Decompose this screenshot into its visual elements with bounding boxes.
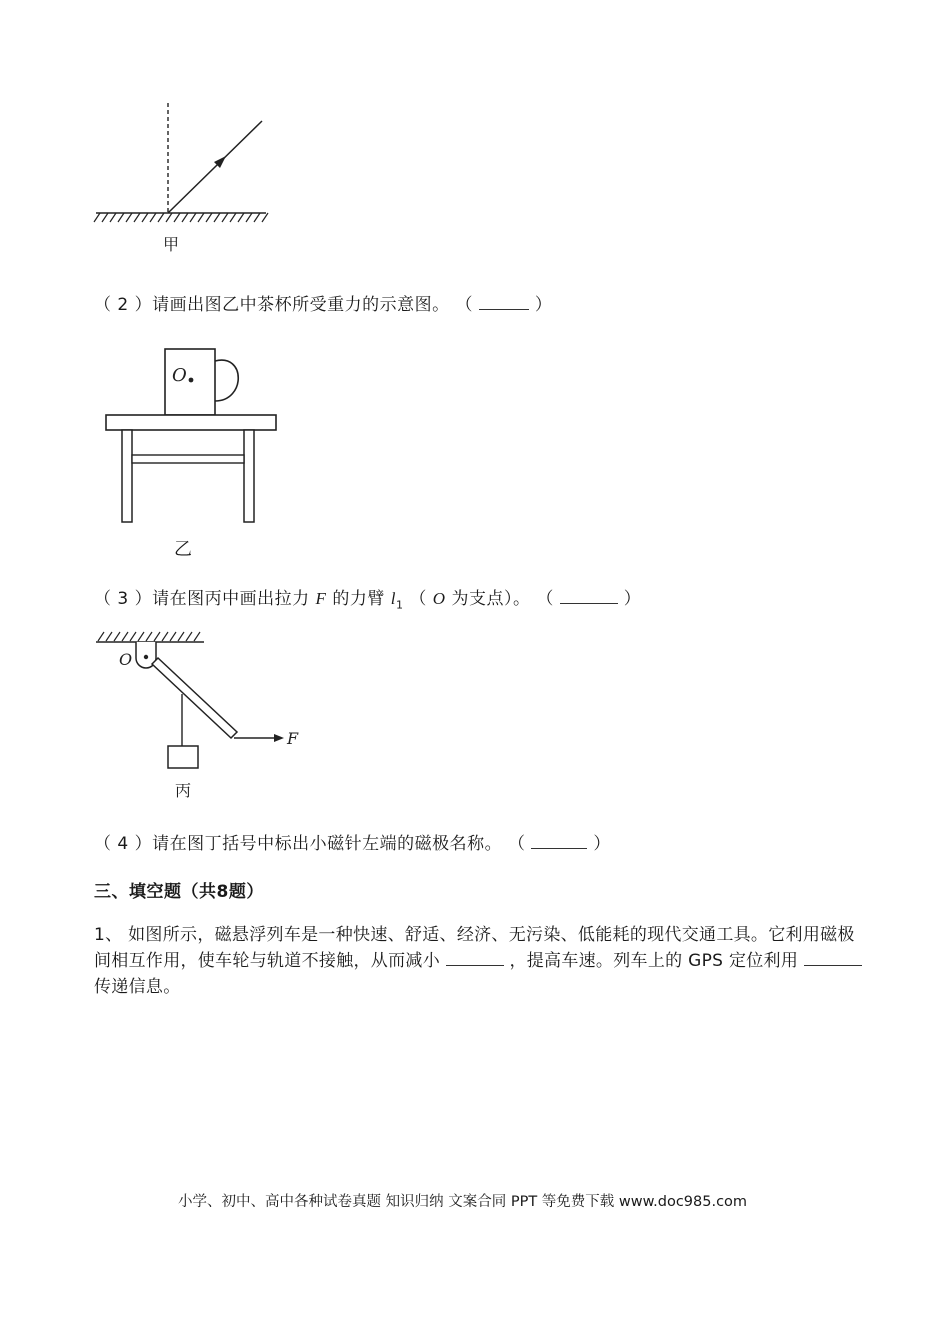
question-4-answer-blank[interactable] bbox=[531, 848, 587, 849]
figure-jia bbox=[90, 95, 280, 260]
question-3-subscript: 1 bbox=[395, 598, 404, 612]
figure-bing bbox=[92, 628, 307, 773]
question-2-close: ） bbox=[534, 295, 553, 315]
table-leg-right bbox=[244, 430, 254, 522]
question-1-blank-1[interactable] bbox=[446, 965, 504, 966]
figure-yi-caption: 乙 bbox=[174, 539, 192, 560]
force-label: F bbox=[287, 729, 299, 748]
pivot-dot bbox=[144, 655, 148, 659]
question-4 bbox=[94, 829, 611, 854]
question-3 bbox=[94, 584, 641, 611]
question-3-text-a: （ 3 ）请在图丙中画出拉力 bbox=[94, 589, 310, 609]
question-3-var-o: O bbox=[432, 589, 446, 608]
pivot-label: O bbox=[119, 650, 133, 669]
question-3-text-b: 的力臂 bbox=[332, 589, 385, 609]
question-3-answer-blank[interactable] bbox=[560, 603, 618, 604]
section-3-question-1 bbox=[94, 922, 864, 1000]
question-3-var-l: l bbox=[390, 589, 396, 608]
force-arrow-icon bbox=[274, 734, 284, 742]
question-1-text-a: 1、 如图所示，磁悬浮列车是一种快速、舒适、经济、无污染、低能耗的现代交通工具。它利用磁极间相互作用，使车轮与轨道不接触，从而减小 bbox=[94, 925, 855, 971]
cup-center-label: O bbox=[172, 365, 187, 386]
reflected-ray bbox=[168, 121, 262, 213]
question-2-text: （ 2 ）请画出图乙中茶杯所受重力的示意图。 （ bbox=[94, 295, 474, 315]
question-1-text-c: 传递信息。 bbox=[94, 977, 181, 997]
section-3-title: 三、填空题（共8题） bbox=[94, 882, 264, 902]
question-2 bbox=[94, 290, 552, 315]
question-1-blank-2[interactable] bbox=[804, 965, 862, 966]
table-leg-left bbox=[122, 430, 132, 522]
hanging-weight bbox=[168, 746, 198, 768]
figure-jia-caption: 甲 bbox=[163, 235, 180, 254]
cup-handle bbox=[215, 360, 238, 401]
lever-rod bbox=[152, 658, 237, 738]
question-2-answer-blank[interactable] bbox=[479, 309, 529, 310]
cup-center-dot bbox=[189, 378, 194, 383]
figure-yi bbox=[100, 343, 285, 528]
mirror-hatching bbox=[94, 213, 268, 222]
figure-bing-caption: 丙 bbox=[175, 781, 192, 800]
question-3-text-c: （ bbox=[409, 589, 427, 609]
page-footer: 小学、初中、高中各种试卷真题 知识归纳 文案合同 PPT 等免费下载 www.doc985.com bbox=[178, 1194, 748, 1210]
question-3-text-d: 为支点）。 （ bbox=[451, 589, 554, 609]
table-crossbar bbox=[132, 455, 244, 463]
question-4-close: ） bbox=[593, 834, 611, 854]
question-1-text-b: ，提高车速。列车上的 GPS 定位利用 bbox=[509, 951, 799, 971]
table-top bbox=[106, 415, 276, 430]
ceiling-hatching bbox=[98, 632, 200, 641]
question-4-text: （ 4 ）请在图丁括号中标出小磁针左端的磁极名称。 （ bbox=[94, 834, 526, 854]
question-3-close: ） bbox=[623, 589, 642, 609]
question-3-var-f: F bbox=[315, 589, 327, 608]
